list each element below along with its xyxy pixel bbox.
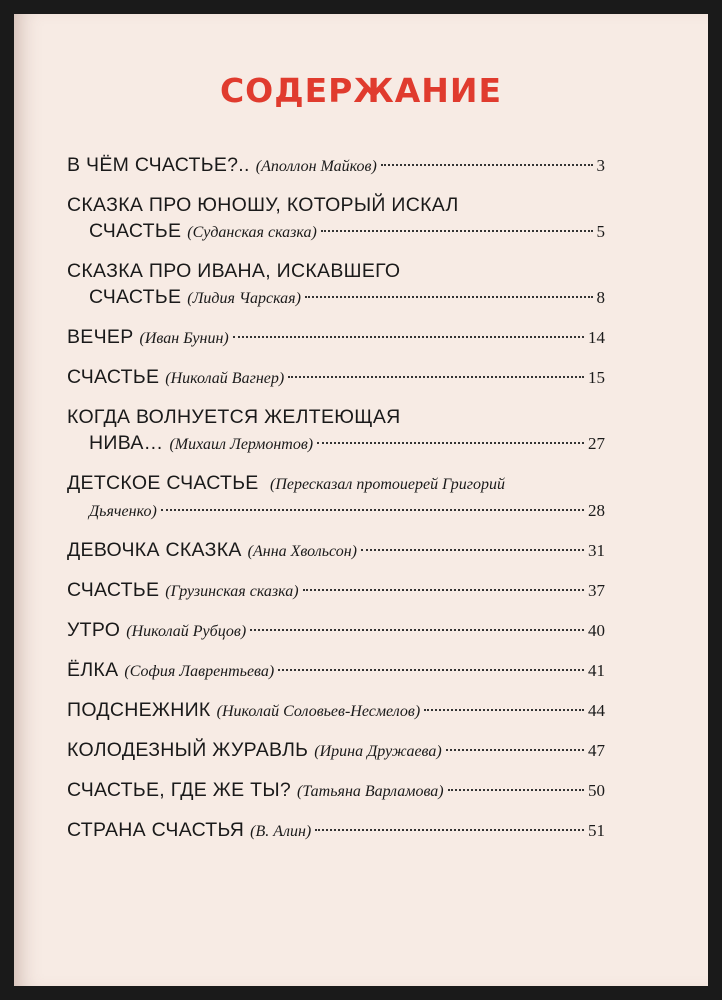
page-title: СОДЕРЖАНИЕ: [219, 71, 503, 110]
entry-author: (Татьяна Варламова): [297, 783, 444, 800]
entry-title: ПОДСНЕЖНИК: [67, 699, 211, 721]
entry-page-number: 3: [596, 156, 605, 175]
toc-entry: [67, 577, 605, 605]
dot-leader: [305, 296, 593, 298]
toc-entry: [67, 364, 605, 392]
entry-title: СЧАСТЬЕ: [67, 366, 160, 388]
entry-title: СЧАСТЬЕ, ГДЕ ЖЕ ТЫ?: [67, 779, 292, 801]
entry-page-number: 14: [588, 328, 605, 347]
entry-title: НИВА…: [89, 432, 164, 454]
toc-entry: [67, 404, 605, 458]
dot-leader: [233, 336, 584, 338]
toc-entry: [67, 817, 605, 845]
dot-leader: [361, 549, 584, 551]
toc-entry: [67, 777, 605, 805]
entry-page-number: 50: [588, 781, 605, 800]
entry-author: (Лидия Чарская): [187, 290, 301, 307]
entry-author: (Суданская сказка): [187, 224, 317, 241]
dot-leader: [315, 829, 584, 831]
dot-leader: [303, 589, 584, 591]
entry-author: (Ирина Дружаева): [314, 743, 442, 760]
entry-page-number: 5: [596, 222, 605, 241]
entry-page-number: 41: [588, 661, 605, 680]
dot-leader: [448, 789, 584, 791]
toc-entry: [67, 258, 605, 312]
entry-author: (Николай Соловьев-Несмелов): [216, 703, 421, 720]
dot-leader: [446, 749, 584, 751]
table-of-contents: [67, 152, 605, 857]
entry-title: ДЕТСКОЕ СЧАСТЬЕ: [67, 472, 259, 494]
entry-title: ДЕВОЧКА СКАЗКА: [67, 539, 242, 561]
entry-author: (Аполлон Майков): [255, 158, 377, 175]
toc-entry: [67, 152, 605, 180]
toc-entry: [67, 470, 605, 525]
entry-page-number: 15: [588, 368, 605, 387]
book-page: [14, 14, 708, 986]
dot-leader: [161, 509, 584, 511]
entry-title: ЁЛКА: [67, 659, 119, 681]
entry-author: (Михаил Лермонтов): [169, 436, 314, 453]
entry-author-line1: (Пересказал протоиерей Григорий: [270, 476, 505, 493]
dot-leader: [288, 376, 584, 378]
entry-author: (Николай Рубцов): [126, 623, 247, 640]
toc-entry: [67, 657, 605, 685]
dot-leader: [424, 709, 584, 711]
toc-entry: [67, 537, 605, 565]
entry-page-number: 40: [588, 621, 605, 640]
entry-title-line1: СКАЗКА ПРО ИВАНА, ИСКАВШЕГО: [67, 260, 401, 282]
entry-page-number: 8: [596, 288, 605, 307]
entry-title-line1: СКАЗКА ПРО ЮНОШУ, КОТОРЫЙ ИСКАЛ: [67, 194, 459, 216]
entry-page-number: 37: [588, 581, 605, 600]
entry-page-number: 44: [588, 701, 605, 720]
entry-author: (Грузинская сказка): [165, 583, 299, 600]
dot-leader: [278, 669, 584, 671]
entry-title: ВЕЧЕР: [67, 326, 134, 348]
toc-entry: [67, 737, 605, 765]
entry-page-number: 51: [588, 821, 605, 840]
entry-author: Дьяченко): [89, 503, 157, 520]
entry-page-number: 27: [588, 434, 605, 453]
entry-title: СЧАСТЬЕ: [67, 579, 160, 601]
toc-entry: [67, 192, 605, 246]
entry-author: (В. Алин): [250, 823, 312, 840]
dot-leader: [321, 230, 593, 232]
entry-title: КОЛОДЕЗНЫЙ ЖУРАВЛЬ: [67, 739, 309, 761]
toc-entry: [67, 324, 605, 352]
entry-author: (Николай Вагнер): [165, 370, 285, 387]
entry-title: СЧАСТЬЕ: [89, 286, 182, 308]
entry-page-number: 31: [588, 541, 605, 560]
entry-page-number: 47: [588, 741, 605, 760]
entry-title: СЧАСТЬЕ: [89, 220, 182, 242]
dot-leader: [250, 629, 584, 631]
entry-author: (Анна Хвольсон): [247, 543, 357, 560]
toc-entry: [67, 697, 605, 725]
entry-author: (София Лаврентьева): [124, 663, 275, 680]
toc-entry: [67, 617, 605, 645]
entry-title-line1: КОГДА ВОЛНУЕТСЯ ЖЕЛТЕЮЩАЯ: [67, 406, 401, 428]
entry-title: СТРАНА СЧАСТЬЯ: [67, 819, 245, 841]
entry-author: (Иван Бунин): [139, 330, 229, 347]
dot-leader: [381, 164, 593, 166]
entry-page-number: 28: [588, 501, 605, 520]
entry-title: В ЧЁМ СЧАСТЬЕ?..: [67, 154, 250, 176]
dot-leader: [317, 442, 584, 444]
entry-title: УТРО: [67, 619, 121, 641]
